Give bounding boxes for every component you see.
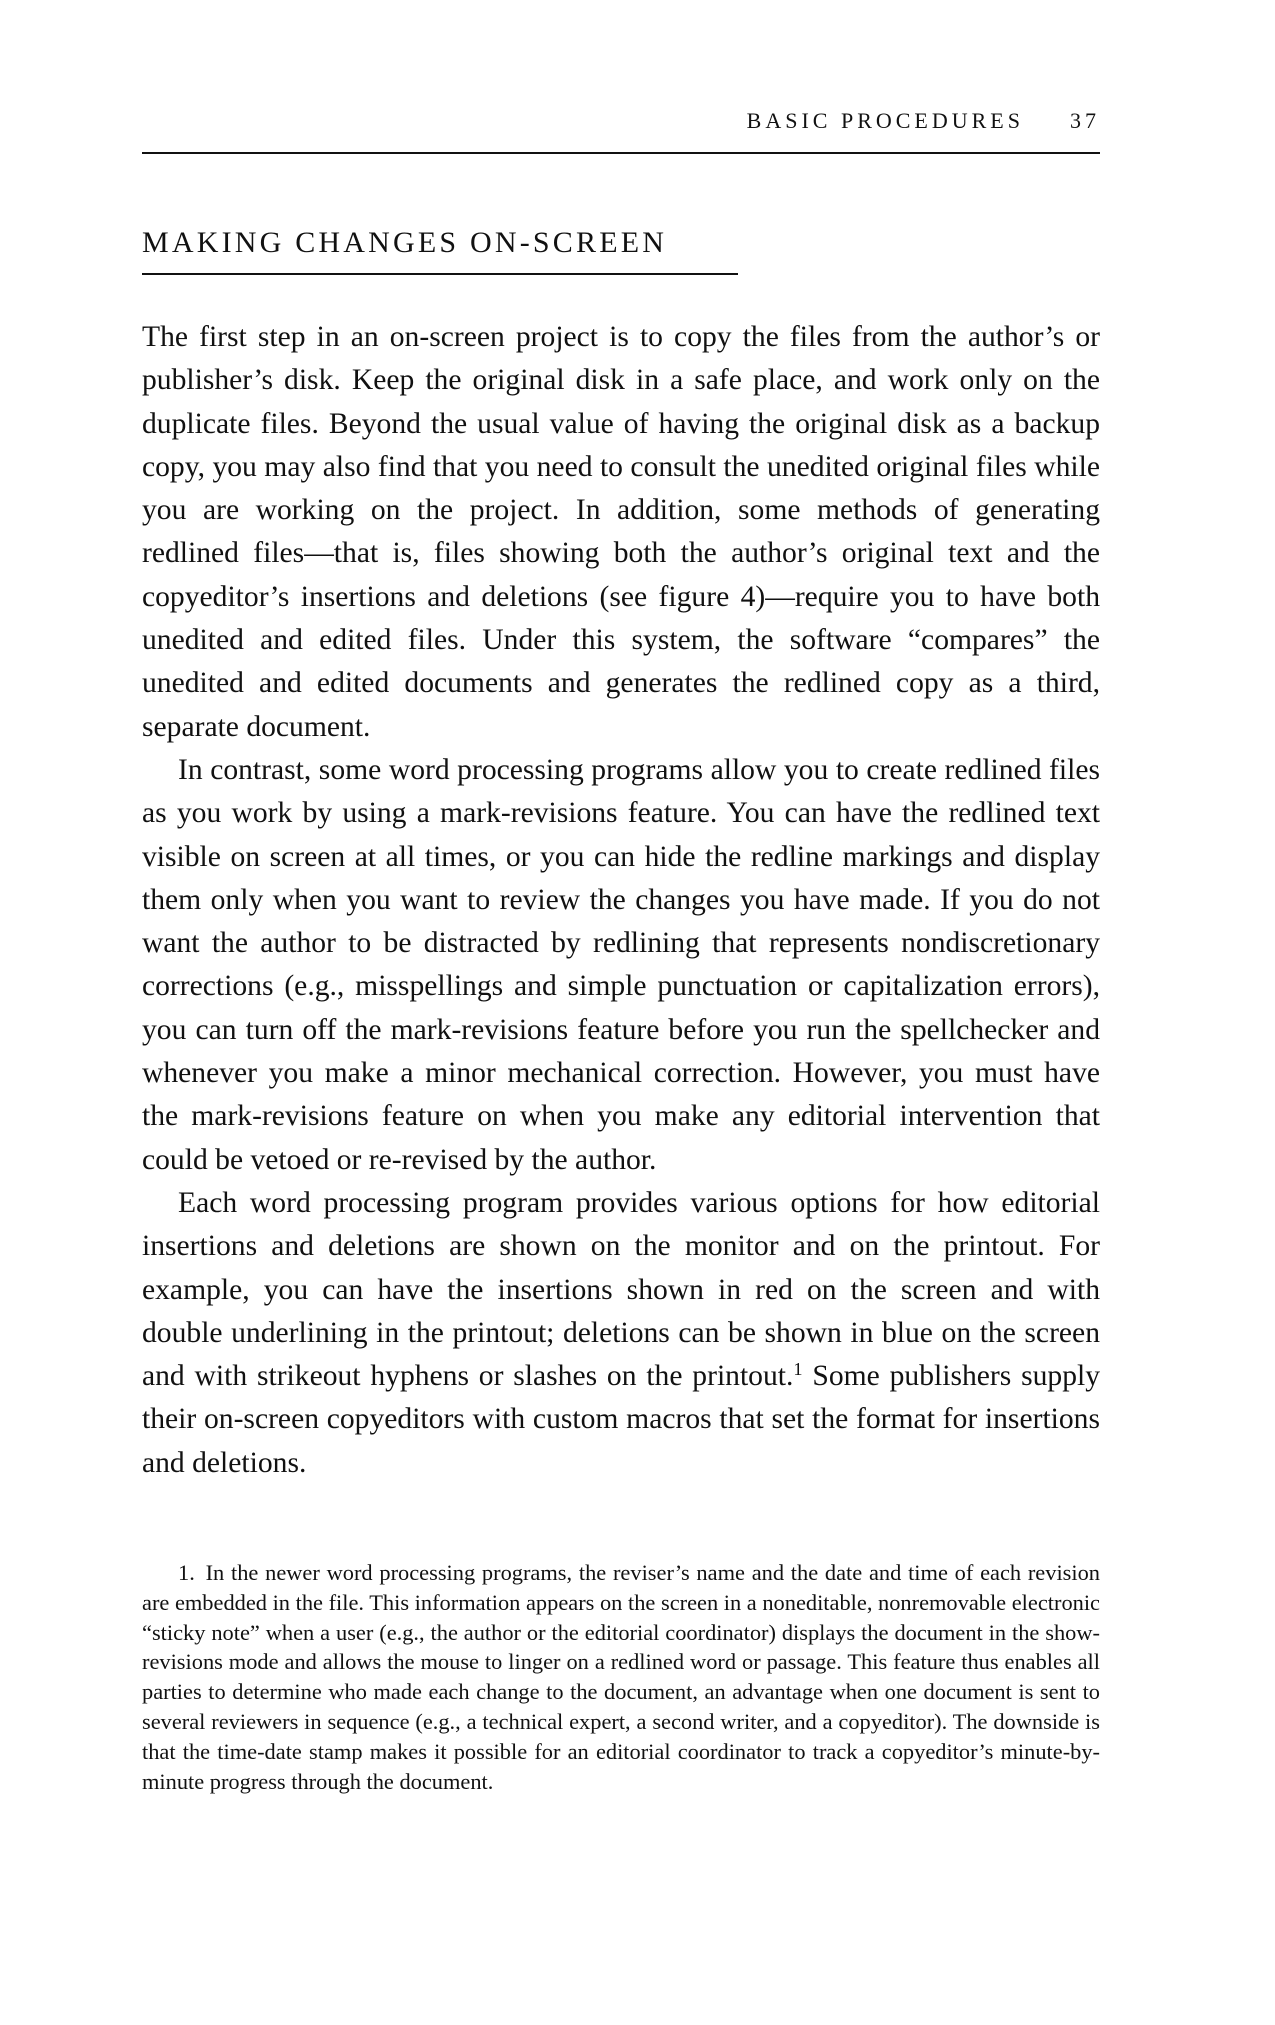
paragraph-3 bbox=[142, 1182, 1100, 1485]
footnote-reference: 1 bbox=[793, 1359, 803, 1380]
paragraph-3-tail: Some publishers supply their on-screen copyeditors with custom macros that set the format for insertions and deletions. bbox=[142, 1360, 1101, 1479]
paragraph-1: The first step in an on-screen project is to copy the files from the author’s or publisher’s disk. Keep the original disk in a safe place, and work only on the duplicate files. Beyond the usual value of having the original disk as a backup copy, you may also find that you need to consult the unedited original files while you are working on the project. In addition, some methods of generating redlined files—that is, files showing both the author’s original text and the copyeditor’s insertions and deletions (see figure 4)—require you to have both unedited and edited files. Under this system, the software “compares” the unedited and edited documents and generates the redlined copy as a third, separate document. bbox=[142, 321, 1100, 743]
paragraph-3-text: Each word processing program provides various options for how editorial insertions and deletions are shown on the monitor and on the printout. For example, you can have the insertions shown in red on the screen and with double underlining in the printout; deletions can be shown in blue on the screen and with strikeout hyphens or slashes on the printout. bbox=[142, 1186, 1100, 1393]
footnote-text: In the newer word processing programs, the reviser’s name and the date and time of each revision are embedded in the file. This information appears on the screen in a noneditable, nonremovable electronic “sticky note” when a user (e.g., the author or the editorial coordinator) displays the document in the show-revisions mode and allows the mouse to linger on a redlined word or passage. This feature thus enables all parties to determine who made each change to the document, an advantage when one document is sent to several reviewers in sequence (e.g., a technical expert, a second writer, and a copyeditor). The downside is that the time-date stamp makes it possible for an editorial coordinator to track a copyeditor’s minute-by-minute progress through the document. bbox=[142, 1560, 1100, 1794]
section-title-rule bbox=[142, 273, 738, 275]
header-rule bbox=[142, 152, 1100, 154]
page-number: 37 bbox=[1070, 108, 1100, 133]
running-head-title: BASIC PROCEDURES bbox=[746, 108, 1024, 133]
footnote bbox=[142, 1558, 1100, 1796]
running-head bbox=[142, 108, 1100, 134]
section-title: MAKING CHANGES ON-SCREEN bbox=[142, 226, 668, 259]
footnote-number: 1. bbox=[178, 1560, 195, 1585]
paragraph-2: In contrast, some word processing programs allow you to create redlined files as you work by using a mark-revisions feature. You can have the redlined text visible on screen at all times, or you can hide the redline markings and display them only when you want to review the changes you have made. If you do not want the author to be distracted by redlining that represents nondiscretionary corrections (e.g., misspellings and simple punctuation or capitalization errors), you can turn off the mark-revisions feature before you run the spellchecker and whenever you make a minor mechanical correction. However, you must have the mark-revisions feature on when you make any editorial intervention that could be vetoed or re-revised by the author. bbox=[142, 753, 1100, 1176]
body-text bbox=[142, 316, 1100, 1485]
